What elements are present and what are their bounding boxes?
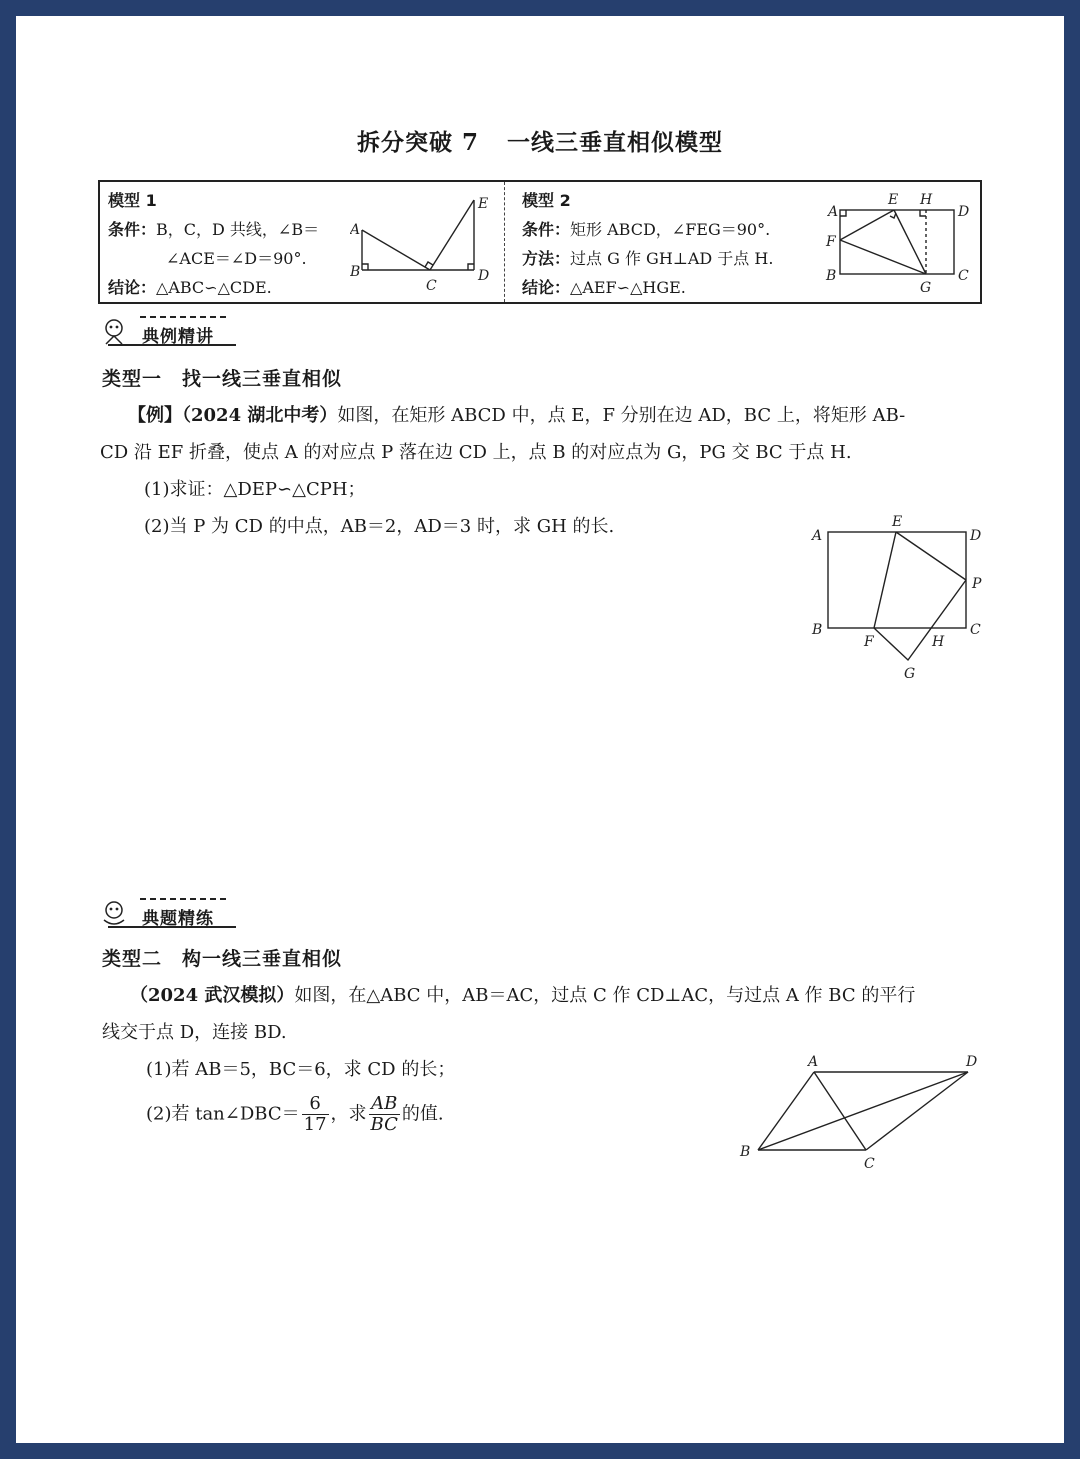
- practice-text-line-2: 线交于点 D，连接 BD.: [102, 1022, 287, 1043]
- model-divider: [504, 182, 505, 302]
- ex-label-h: H: [932, 634, 945, 650]
- m2-label-h: H: [920, 192, 933, 208]
- m2-label-g: G: [920, 280, 932, 296]
- example-figure: [806, 510, 996, 682]
- model-2-title: 模型 2: [522, 191, 571, 210]
- example-source: （2024 湖北中考）: [182, 405, 338, 426]
- model-1-conclusion: △ABC∽△CDE.: [156, 278, 272, 297]
- model-2-text: [522, 186, 822, 302]
- type-1-heading: 类型一 找一线三垂直相似: [102, 368, 343, 390]
- section-1-tag: [100, 314, 236, 348]
- model-1-title: 模型 1: [108, 191, 157, 210]
- model-1-condition-label: 条件：: [108, 220, 157, 239]
- model-2-condition-label: 条件：: [522, 220, 571, 239]
- m1-label-c: C: [426, 278, 437, 294]
- ex-label-b: B: [812, 622, 823, 638]
- model-1-figure: [350, 190, 500, 298]
- practice-question-1: (1)若 AB＝5，BC＝6，求 CD 的长；: [146, 1059, 456, 1080]
- ex-label-g: G: [904, 666, 916, 682]
- example-mark: 【例】: [128, 405, 182, 426]
- page-title: [16, 124, 1064, 157]
- practice-text-line-1: 如图，在△ABC 中，AB＝AC，过点 C 作 CD⊥AC，与过点 A 作 BC 的平行: [294, 985, 916, 1006]
- m1-label-e: E: [478, 196, 489, 212]
- m2-label-a: A: [828, 204, 839, 220]
- model-2-figure: [820, 188, 980, 300]
- m2-label-b: B: [826, 268, 837, 284]
- frac-ratio-denominator: BC: [370, 1114, 398, 1135]
- ex-label-e: E: [892, 514, 903, 530]
- example-question-2: (2)当 P 为 CD 的中点，AB＝2，AD＝3 时，求 GH 的长.: [144, 516, 615, 537]
- title-prefix: 拆分突破 7: [356, 129, 479, 156]
- m2-label-d: D: [958, 204, 970, 220]
- section-2-tag: [100, 896, 236, 930]
- ex-label-a: A: [812, 528, 823, 544]
- type-2-heading: 类型二 构一线三垂直相似: [102, 948, 343, 970]
- practice-figure: [736, 1052, 986, 1176]
- section-2-tag-label: 典题精练: [142, 909, 214, 929]
- m1-label-a: A: [350, 222, 361, 238]
- mascot-icon: [100, 316, 134, 346]
- example-text-line-2: CD 沿 EF 折叠，使点 A 的对应点 P 落在边 CD 上，点 B 的对应点为 G，PG 交 BC 于点 H.: [100, 442, 852, 463]
- fraction-ratio: [369, 1094, 400, 1135]
- model-summary-box: [98, 180, 982, 304]
- model-2-method-label: 方法：: [522, 249, 571, 268]
- frac-ratio-numerator: AB: [369, 1094, 400, 1115]
- model-2-conclusion-label: 结论：: [522, 278, 571, 297]
- pr-label-a: A: [808, 1054, 819, 1070]
- example-question-1: (1)求证：△DEP∽△CPH；: [144, 479, 366, 500]
- ex-label-c: C: [970, 622, 981, 638]
- m2-label-e: E: [888, 192, 899, 208]
- example-text-line-1: 如图，在矩形 ABCD 中，点 E，F 分别在边 AD，BC 上，将矩形 AB-: [337, 405, 906, 426]
- m1-label-d: D: [478, 268, 490, 284]
- model-1-condition-cont: ∠ACE＝∠D＝90°.: [166, 249, 307, 268]
- practice-q2-prefix: (2)若 tan∠DBC＝: [146, 1103, 300, 1125]
- frac-tan-denominator: 17: [303, 1114, 327, 1135]
- ex-label-f: F: [864, 634, 874, 650]
- mascot-icon: [100, 898, 134, 928]
- m2-label-f: F: [826, 234, 836, 250]
- worksheet-page: [16, 16, 1064, 1443]
- frac-tan-numerator: 6: [302, 1094, 329, 1115]
- practice-q2-mid: ，求: [330, 1103, 367, 1125]
- practice-source: （2024 武汉模拟）: [130, 985, 295, 1006]
- m1-label-b: B: [350, 264, 361, 280]
- m2-label-c: C: [958, 268, 969, 284]
- title-main: 一线三垂直相似模型: [507, 129, 723, 156]
- model-1-conclusion-label: 结论：: [108, 278, 157, 297]
- model-1-text: [108, 186, 348, 302]
- model-2-condition: 矩形 ABCD，∠FEG＝90°.: [570, 220, 771, 239]
- pr-label-d: D: [966, 1054, 978, 1070]
- pr-label-c: C: [864, 1156, 875, 1172]
- fraction-tan: [302, 1094, 329, 1135]
- model-2-method: 过点 G 作 GH⊥AD 于点 H.: [570, 249, 774, 268]
- model-1-condition: B，C，D 共线，∠B＝: [156, 220, 320, 239]
- model-2-conclusion: △AEF∽△HGE.: [570, 278, 686, 297]
- pr-label-b: B: [740, 1144, 751, 1160]
- section-1-tag-label: 典例精讲: [142, 327, 214, 347]
- practice-q2-suffix: 的值.: [401, 1103, 444, 1125]
- ex-label-d: D: [970, 528, 982, 544]
- ex-label-p: P: [972, 576, 982, 592]
